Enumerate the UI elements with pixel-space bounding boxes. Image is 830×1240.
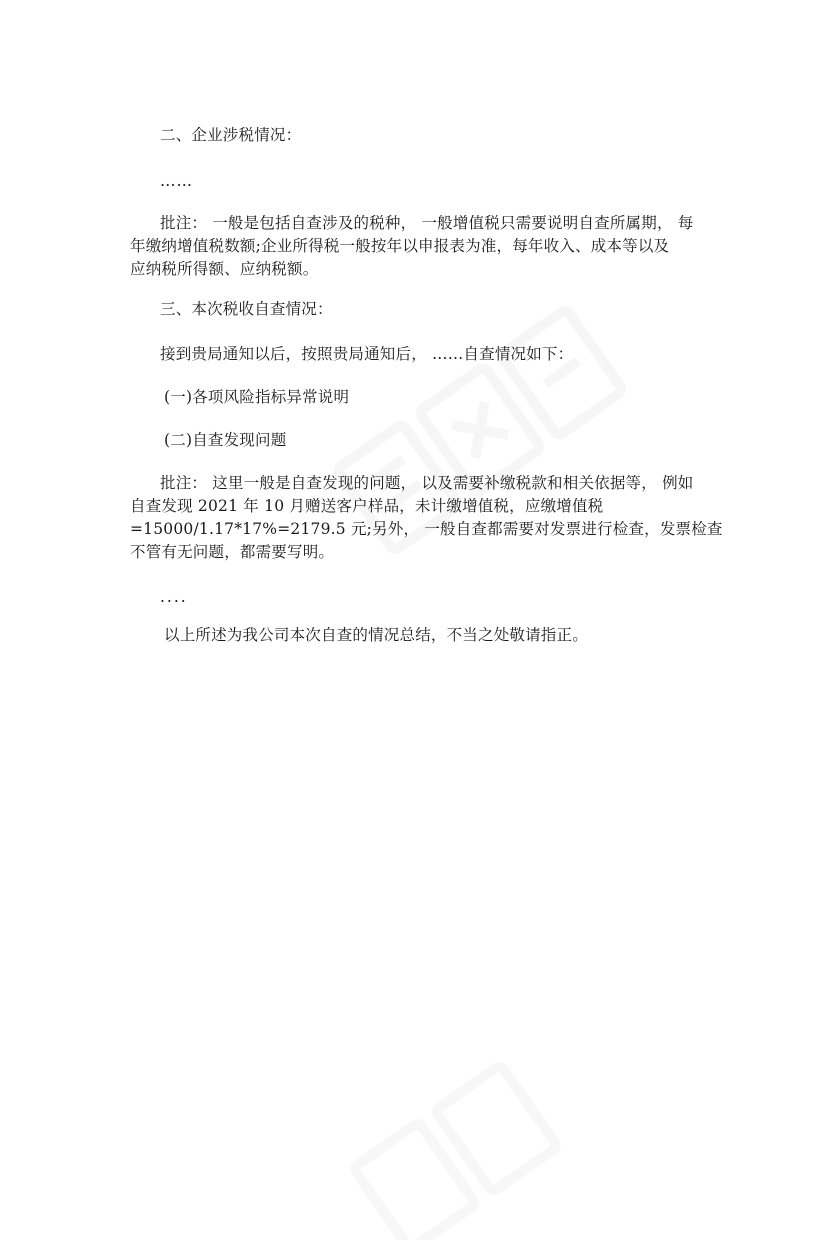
subsection-findings: [164, 429, 714, 452]
closing-text: 以上所述为我公司本次自查的情况总结，不当之处敬请指正。: [164, 626, 588, 644]
section3-heading: [160, 298, 710, 321]
received-text: 接到贵局通知以后，按照贵局通知后， ……自查情况如下：: [160, 345, 574, 363]
subsection-risk-indicators-text: (一)各项风险指标异常说明: [164, 388, 350, 406]
watermark-logo-bottom: [300, 1040, 660, 1240]
note2-line: 批注： 这里一般是自查发现的问题， 以及需要补缴税款和相关依据等， 例如: [160, 474, 694, 492]
closing-paragraph: [164, 624, 714, 647]
dots-separator: [160, 586, 710, 609]
note1-paragraph: [130, 212, 710, 281]
note1-line: 年缴纳增值税数额;企业所得税一般按年以申报表为准，每年收入、成本等以及: [130, 237, 670, 255]
received-paragraph: [160, 343, 710, 366]
note2-line: 不管有无问题，都需要写明。: [130, 543, 335, 561]
section2-heading-text: 二、企业涉税情况：: [160, 126, 302, 144]
note2-line: 自查发现 2021 年 10 月赠送客户样品，未计缴增值税，应缴增值税: [130, 497, 604, 515]
note1-line: 应纳税所得额、应纳税额。: [130, 260, 319, 278]
section3-heading-text: 三、本次税收自查情况：: [160, 300, 333, 318]
section2-heading: [160, 124, 710, 147]
section2-ellipsis-text: ……: [160, 172, 193, 190]
subsection-findings-text: (二)自查发现问题: [164, 431, 287, 449]
note2-line: =15000/1.17*17%=2179.5 元;另外， 一般自查都需要对发票进行检查，发票检查: [130, 520, 723, 538]
note2-paragraph: [130, 472, 723, 564]
dots-separator-text: ....: [160, 588, 188, 606]
section2-ellipsis: [160, 170, 710, 193]
note1-line: 批注： 一般是包括自查涉及的税种， 一般增值税只需要说明自查所属期， 每: [160, 214, 694, 232]
subsection-risk-indicators: [164, 386, 714, 409]
